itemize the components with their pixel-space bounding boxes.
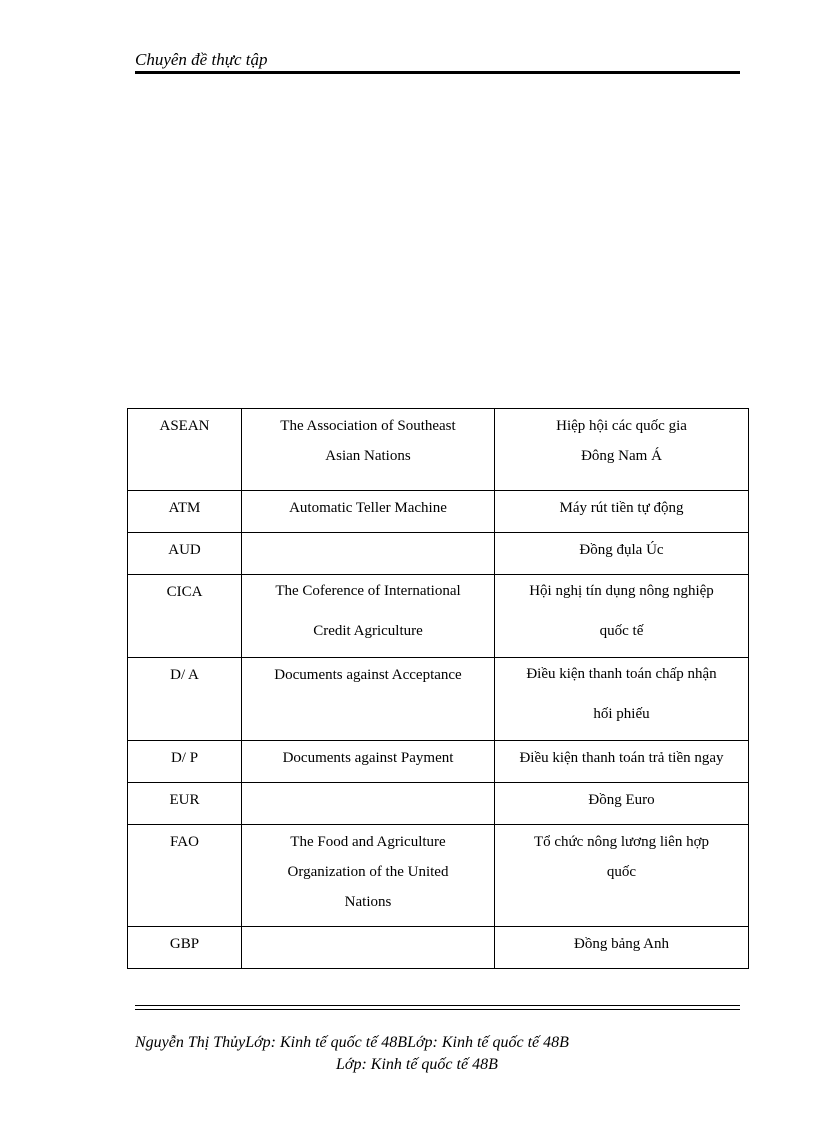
english-cell bbox=[242, 533, 495, 575]
table-row bbox=[128, 491, 749, 533]
abbreviation-table bbox=[127, 408, 749, 969]
abbr-cell: AUD bbox=[128, 533, 242, 575]
footer-rule-top bbox=[135, 1005, 740, 1006]
english-cell bbox=[242, 658, 495, 741]
english-line: Nations bbox=[344, 894, 392, 910]
english-cell bbox=[242, 575, 495, 658]
vietnamese-line: quốc tế bbox=[599, 623, 644, 639]
table-row bbox=[128, 533, 749, 575]
abbr-cell: GBP bbox=[128, 927, 242, 969]
abbr-cell: D/ A bbox=[128, 658, 242, 741]
vietnamese-line: hối phiếu bbox=[593, 706, 650, 722]
english-cell bbox=[242, 927, 495, 969]
english-cell bbox=[242, 741, 495, 783]
english-line: Asian Nations bbox=[325, 448, 411, 464]
table-row bbox=[128, 409, 749, 491]
abbr-cell: ATM bbox=[128, 491, 242, 533]
english-line: Credit Agriculture bbox=[313, 623, 423, 639]
english-cell bbox=[242, 491, 495, 533]
abbr-cell: CICA bbox=[128, 575, 242, 658]
table-row bbox=[128, 741, 749, 783]
english-line: Organization of the United bbox=[287, 864, 449, 880]
english-line: Documents against Acceptance bbox=[274, 667, 462, 683]
english-cell bbox=[242, 409, 495, 491]
table-row bbox=[128, 658, 749, 741]
english-line: The Coference of International bbox=[275, 583, 461, 599]
header-rule bbox=[135, 71, 740, 74]
vietnamese-cell bbox=[495, 575, 749, 658]
english-line: The Association of Southeast bbox=[280, 418, 456, 434]
vietnamese-line: Tổ chức nông lương liên hợp bbox=[533, 834, 709, 850]
page-header-title: Chuyên đề thực tập bbox=[135, 50, 268, 69]
vietnamese-line: Đồng Euro bbox=[588, 792, 655, 808]
table-row bbox=[128, 783, 749, 825]
vietnamese-cell bbox=[495, 783, 749, 825]
footer-rule-bottom bbox=[135, 1009, 740, 1010]
abbr-cell: D/ P bbox=[128, 741, 242, 783]
table-row bbox=[128, 575, 749, 658]
vietnamese-line: Hiệp hội các quốc gia bbox=[556, 418, 687, 434]
english-cell bbox=[242, 783, 495, 825]
table-row bbox=[128, 927, 749, 969]
vietnamese-cell bbox=[495, 533, 749, 575]
vietnamese-line: Đồng bảng Anh bbox=[574, 936, 669, 952]
english-cell bbox=[242, 825, 495, 927]
vietnamese-line: Đồng đụla Úc bbox=[579, 542, 664, 558]
english-line: Automatic Teller Machine bbox=[289, 500, 447, 516]
vietnamese-line: quốc bbox=[606, 864, 637, 880]
vietnamese-line: Điều kiện thanh toán chấp nhận bbox=[526, 666, 717, 682]
abbreviation-table-container bbox=[127, 408, 749, 969]
abbr-cell: FAO bbox=[128, 825, 242, 927]
table-row bbox=[128, 825, 749, 927]
vietnamese-line: Hội nghị tín dụng nông nghiệp bbox=[529, 583, 714, 599]
vietnamese-cell bbox=[495, 927, 749, 969]
abbr-cell: EUR bbox=[128, 783, 242, 825]
vietnamese-cell bbox=[495, 825, 749, 927]
english-line: Documents against Payment bbox=[282, 750, 454, 766]
vietnamese-line: Điều kiện thanh toán trả tiền ngay bbox=[519, 750, 724, 766]
footer-class: Lớp: Kinh tế quốc tế 48B bbox=[336, 1056, 498, 1073]
vietnamese-line: Máy rút tiền tự động bbox=[559, 500, 684, 516]
footer-author-class: Nguyễn Thị ThủyLớp: Kinh tế quốc tế 48BLớp: Kinh tế quốc tế 48B bbox=[135, 1034, 569, 1051]
vietnamese-cell bbox=[495, 658, 749, 741]
vietnamese-cell bbox=[495, 491, 749, 533]
english-line: The Food and Agriculture bbox=[290, 834, 446, 850]
vietnamese-cell bbox=[495, 741, 749, 783]
vietnamese-line: Đông Nam Á bbox=[581, 448, 662, 464]
abbr-cell: ASEAN bbox=[128, 409, 242, 491]
vietnamese-cell bbox=[495, 409, 749, 491]
